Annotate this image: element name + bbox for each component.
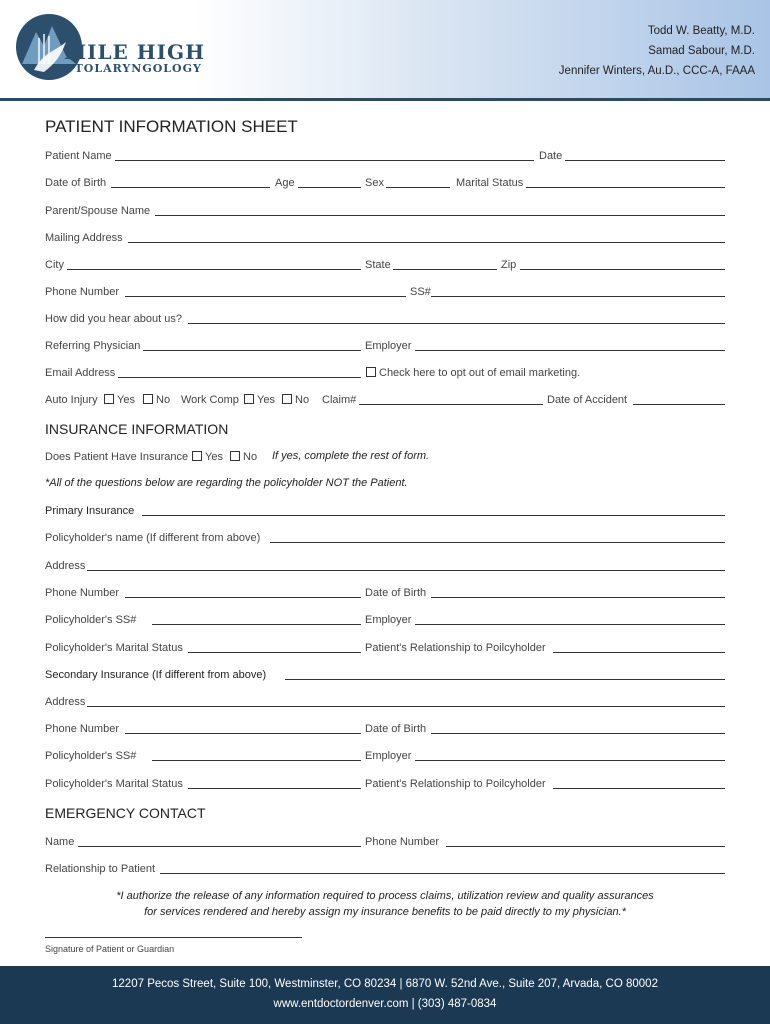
opt-out-checkbox[interactable] [366,367,376,377]
secondary-phone-field[interactable] [125,733,361,734]
doctor-name: Samad Sabour, M.D. [648,45,755,57]
secondary-dob-field[interactable] [431,733,725,734]
doctor-list [559,21,755,81]
has-insurance-row [0,450,770,464]
primary-employer-label: Employer [365,614,412,626]
emergency-name-label: Name [45,836,75,848]
primary-phone-field[interactable] [125,597,361,598]
primary-insurance-field[interactable] [142,515,725,516]
secondary-address-row [0,695,770,709]
primary-dob-label: Date of Birth [365,587,427,599]
letterhead [0,0,770,98]
claim-label: Claim# [322,394,357,406]
primary-ss-row [0,613,770,627]
email-field[interactable] [118,377,361,378]
referring-physician-row [0,339,770,353]
date-field[interactable] [565,160,725,161]
secondary-phone-label: Phone Number [45,723,119,735]
logo-title: MILE HIGH [64,40,205,64]
secondary-insurance-label: Secondary Insurance (If different from above) [45,669,267,681]
doctor-name: Todd W. Beatty, M.D. [647,25,755,37]
form-title: PATIENT INFORMATION SHEET [45,117,298,136]
auto-injury-no-checkbox[interactable] [143,394,153,404]
secondary-relationship-label: Patient's Relationship to Poilcyholder [365,778,546,790]
state-field[interactable] [393,269,497,270]
policyholder-note: *All of the questions below are regarding the policyholder NOT the Patient. [45,477,408,489]
opt-out-label: Check here to opt out of email marketing. [379,367,581,379]
date-label: Date [539,150,563,162]
emergency-name-row [0,835,770,849]
secondary-marital-field[interactable] [188,788,361,789]
primary-phone-row [0,586,770,600]
work-comp-label: Work Comp [181,394,239,406]
secondary-ss-row [0,749,770,763]
referral-source-field[interactable] [188,323,725,324]
work-comp-yes-label: Yes [257,394,275,406]
has-insurance-yes-checkbox[interactable] [192,451,202,461]
secondary-ss-label: Policyholder's SS# [45,750,137,762]
primary-marital-row [0,641,770,655]
authorization-line: *I authorize the release of any information required to process claims, utilization review and quality assurances [116,890,654,902]
auto-injury-label: Auto Injury [45,394,98,406]
emergency-phone-field[interactable] [446,846,725,847]
referring-physician-label: Referring Physician [45,340,141,352]
email-label: Email Address [45,367,116,379]
primary-insurance-label: Primary Insurance [45,505,135,517]
employer-label: Employer [365,340,412,352]
referring-physician-field[interactable] [143,350,361,351]
age-label: Age [275,177,295,189]
mailing-address-field[interactable] [128,242,725,243]
primary-ss-field[interactable] [152,624,361,625]
phone-label: Phone Number [45,286,119,298]
auto-injury-yes-label: Yes [117,394,135,406]
ss-field[interactable] [431,296,725,297]
primary-marital-label: Policyholder's Marital Status [45,642,183,654]
secondary-ss-field[interactable] [152,760,361,761]
zip-field[interactable] [520,269,725,270]
secondary-address-field[interactable] [87,706,725,707]
signature-field[interactable] [45,937,302,938]
injury-row [0,393,770,407]
primary-phone-label: Phone Number [45,587,119,599]
emergency-name-field[interactable] [78,846,361,847]
primary-dob-field[interactable] [431,597,725,598]
work-comp-no-label: No [295,394,310,406]
secondary-phone-row [0,722,770,736]
primary-relationship-field[interactable] [553,652,725,653]
mailing-address-row [0,231,770,245]
secondary-dob-label: Date of Birth [365,723,427,735]
header-divider [0,98,770,101]
claim-field[interactable] [359,404,543,405]
marital-status-field[interactable] [526,187,725,188]
logo-subtitle: OTOLARYNGOLOGY [64,62,202,75]
dob-row [0,176,770,190]
mailing-address-label: Mailing Address [45,232,123,244]
dob-label: Date of Birth [45,177,107,189]
doctor-name: Jennifer Winters, Au.D., CCC-A, FAAA [558,65,755,77]
primary-address-field[interactable] [87,570,725,571]
auto-injury-no-label: No [156,394,171,406]
secondary-insurance-field[interactable] [285,679,725,680]
parent-spouse-row [0,204,770,218]
date-of-accident-field[interactable] [633,404,725,405]
insurance-heading: INSURANCE INFORMATION [45,421,229,437]
age-field[interactable] [298,187,361,188]
primary-relationship-label: Patient's Relationship to Poilcyholder [365,642,546,654]
has-insurance-no-label: No [243,451,258,463]
sex-label: Sex [365,177,384,189]
emergency-relationship-field[interactable] [160,873,725,874]
secondary-address-label: Address [45,696,86,708]
sex-field[interactable] [386,187,450,188]
patient-name-field[interactable] [115,160,534,161]
phone-field[interactable] [125,296,406,297]
footer-contact: www.entdoctordenver.com | (303) 487-0834 [273,998,497,1010]
primary-insurance-row [0,504,770,518]
footer [0,966,770,1024]
secondary-marital-label: Policyholder's Marital Status [45,778,183,790]
city-label: City [45,259,64,271]
ss-label: SS# [410,286,431,298]
primary-marital-field[interactable] [188,652,361,653]
secondary-relationship-field[interactable] [553,788,725,789]
policyholder-name-row [0,531,770,545]
primary-address-row [0,559,770,573]
work-comp-yes-checkbox[interactable] [244,394,254,404]
has-insurance-label: Does Patient Have Insurance [45,451,189,463]
auto-injury-yes-checkbox[interactable] [104,394,114,404]
zip-label: Zip [501,259,517,271]
patient-name-row [0,149,770,163]
date-of-accident-label: Date of Accident [547,394,628,406]
policyholder-name-field[interactable] [270,542,725,543]
work-comp-no-checkbox[interactable] [282,394,292,404]
primary-employer-field[interactable] [415,624,725,625]
has-insurance-yes-label: Yes [205,451,223,463]
referral-source-row [0,312,770,326]
dob-field[interactable] [111,187,270,188]
policyholder-name-label: Policyholder's name (If different from above) [45,532,261,544]
secondary-employer-label: Employer [365,750,412,762]
phone-row [0,285,770,299]
city-field[interactable] [67,269,361,270]
email-row [0,366,770,380]
primary-address-label: Address [45,560,86,572]
emergency-relationship-row [0,862,770,876]
emergency-phone-label: Phone Number [365,836,439,848]
signature-label: Signature of Patient or Guardian [45,944,175,954]
parent-spouse-label: Parent/Spouse Name [45,205,151,217]
secondary-marital-row [0,777,770,791]
secondary-insurance-row [0,668,770,682]
authorization-statement [0,888,770,920]
if-yes-note: If yes, complete the rest of form. [272,450,430,462]
emergency-heading: EMERGENCY CONTACT [45,805,206,821]
authorization-line: for services rendered and hereby assign my insurance benefits to be paid directly to my physician.* [144,906,626,918]
employer-field[interactable] [415,350,725,351]
referral-source-label: How did you hear about us? [45,313,182,325]
city-row [0,258,770,272]
patient-name-label: Patient Name [45,150,112,162]
footer-addresses: 12207 Pecos Street, Suite 100, Westminster, CO 80234 | 6870 W. 52nd Ave., Suite 207, Arvada, CO 80002 [112,978,658,990]
has-insurance-no-checkbox[interactable] [230,451,240,461]
emergency-relationship-label: Relationship to Patient [45,863,156,875]
secondary-employer-field[interactable] [415,760,725,761]
primary-ss-label: Policyholder's SS# [45,614,137,626]
marital-status-label: Marital Status [456,177,524,189]
parent-spouse-field[interactable] [155,215,725,216]
state-label: State [365,259,391,271]
